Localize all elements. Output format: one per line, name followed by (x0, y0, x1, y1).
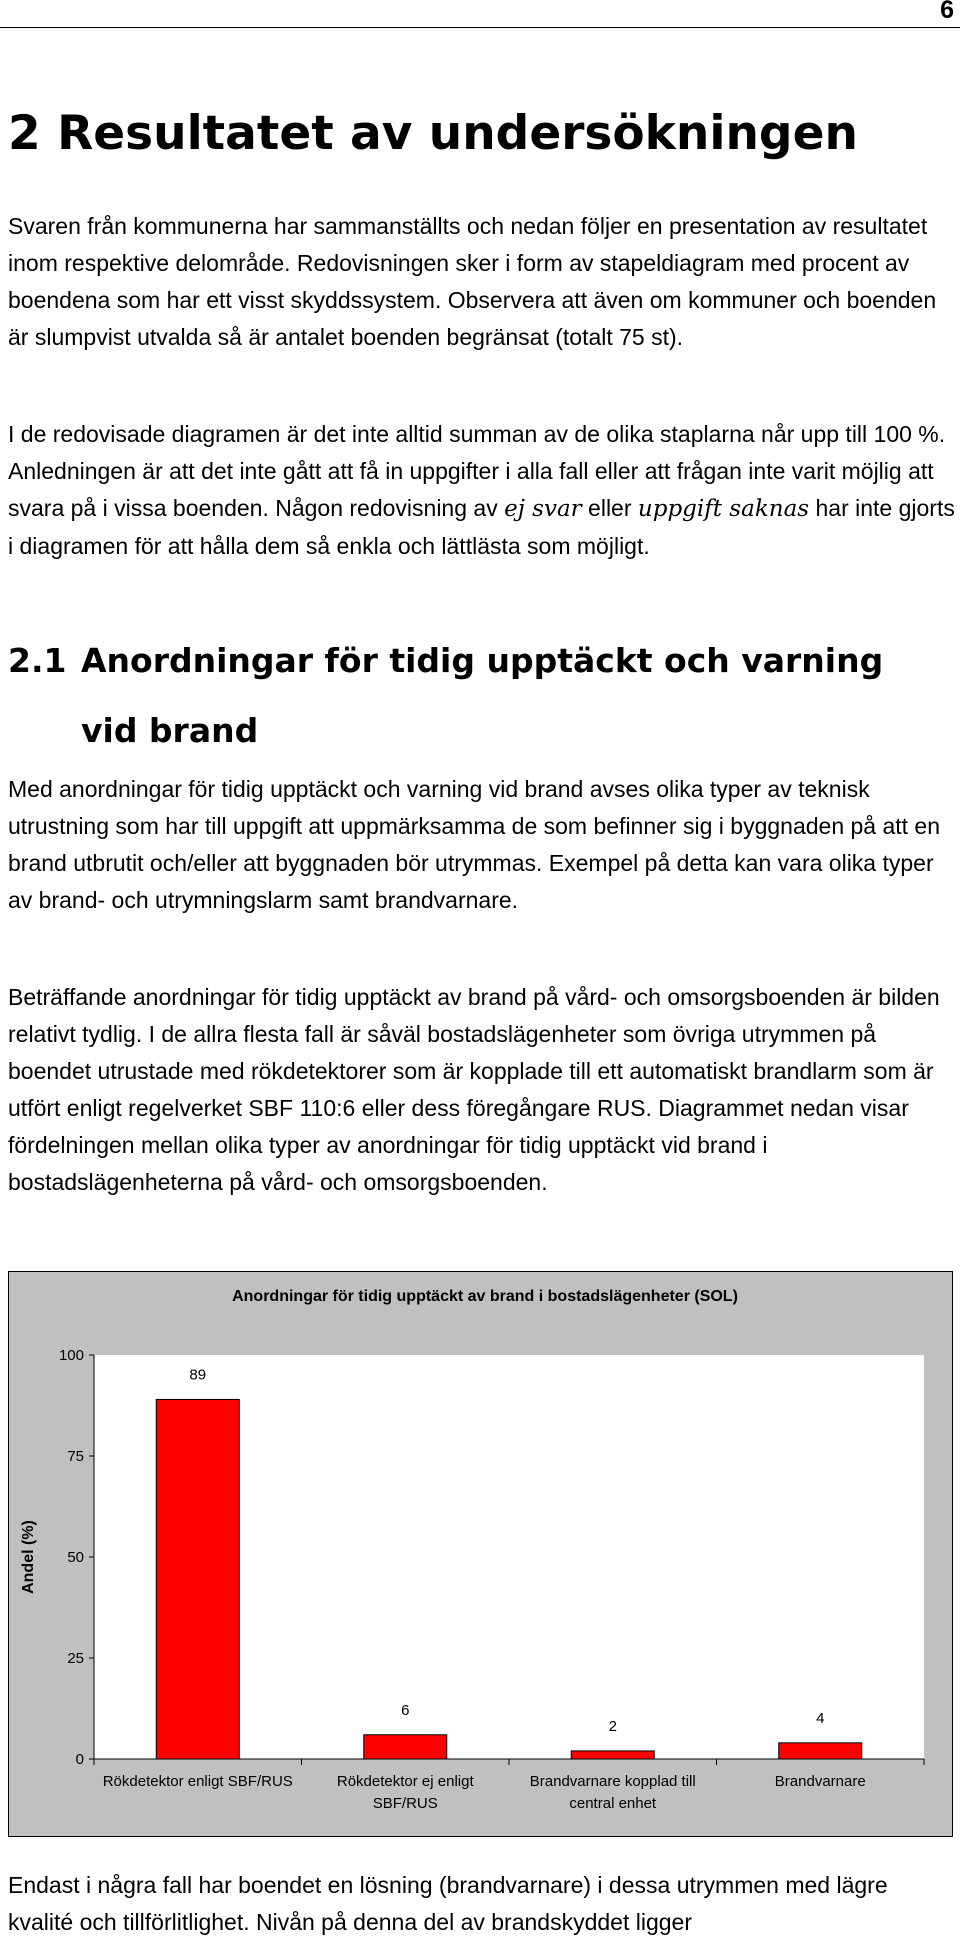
bar (571, 1751, 654, 1759)
x-tick-label: Brandvarnare kopplad till (529, 1773, 696, 1790)
section-paragraph-1: Med anordningar för tidig upptäckt och varning vid brand avses olika typer av teknisk utrustning som har till uppgift att uppmärksamma de som befinner sig i byggnaden på att en brand utbrutit och/eller att byggnaden bör utrymmas. Exempel på detta kan vara olika typer av brand- och utrymningslarm samt brandvarnare. (8, 776, 941, 913)
x-tick-label: central enhet (569, 1795, 657, 1812)
data-label: 2 (608, 1717, 617, 1735)
bar (779, 1743, 862, 1759)
chart-title: Anordningar för tidig upptäckt av brand i bostadslägenheter (SOL) (232, 1288, 738, 1305)
section-number: 2.1 (8, 641, 67, 680)
x-tick-label: Rökdetektor ej enligt (336, 1773, 474, 1790)
intro-paragraph-2 (8, 416, 956, 565)
section-paragraph-2: Beträffande anordningar för tidig upptäckt av brand på vård- och omsorgsboenden är bilden relativt tydlig. I de allra flesta fall är såväl bostadslägenheter som övriga utrymmen på boendet utrustade med rökdetektorer som är kopplade till ett automatiskt brandlarm som är utfört enligt regelverket SBF 110:6 eller dess föregångare RUS. Diagrammet nedan visar fördelningen mellan olika typer av anordningar för tidig upptäckt vid brand i bostadslägenheterna på vård- och omsorgsboenden. (8, 984, 940, 1195)
x-tick-label: SBF/RUS (372, 1795, 438, 1812)
section-heading (8, 626, 883, 766)
emphasis-uppgift-saknas: uppgift saknas (637, 496, 810, 522)
x-tick-label: Brandvarnare (774, 1773, 866, 1790)
intro-paragraph-2-text-b: eller (581, 495, 638, 521)
bar-chart-svg (9, 1272, 952, 1836)
data-label: 4 (816, 1709, 825, 1727)
closing-paragraph: Endast i några fall har boendet en lösning (brandvarnare) i dessa utrymmen med lägre kvalité och tillförlitlighet. Nivån på denna del av brandskyddet ligger (8, 1872, 888, 1935)
data-label: 89 (189, 1366, 207, 1384)
chapter-heading: 2 Resultatet av undersökningen (8, 106, 858, 161)
bar (364, 1735, 447, 1759)
intro-paragraph-1: Svaren från kommunerna har sammanställts och nedan följer en presentation av resultatet inom respektive delområde. Redovisningen sker i form av stapeldiagram med procent av boendena som har ett visst skyddssystem. Observera att även om kommuner och boenden är slumpvist utvalda så är antalet boenden begränsat (totalt 75 st). (8, 213, 937, 350)
intro-paragraph-2-text-a: I de redovisade diagramen är det inte alltid summan av de olika staplarna når upp till 100 %. Anledningen är att det inte gått att få in uppgifter i alla fall eller att frågan inte varit möjlig att svara på i vissa boenden. Någon redovisning av (8, 421, 946, 521)
y-axis-label: Andel (%) (20, 1520, 37, 1594)
header-rule (0, 27, 960, 28)
data-label: 6 (401, 1701, 410, 1719)
y-tick-label: 100 (58, 1347, 84, 1364)
x-tick-label: Rökdetektor enligt SBF/RUS (102, 1773, 293, 1790)
y-tick-label: 25 (67, 1650, 84, 1667)
intro-paragraph-2-text-c: har inte gjorts i diagramen för att hålla dem så enkla och lättlästa som möjligt. (8, 495, 955, 559)
y-tick-label: 0 (75, 1751, 84, 1768)
section-title-line-2: vid brand (81, 711, 259, 750)
page-number: 6 (940, 0, 954, 24)
bar (156, 1399, 239, 1759)
section-title-line-1: Anordningar för tidig upptäckt och varning (81, 641, 884, 680)
bar-chart (8, 1271, 953, 1837)
y-tick-label: 75 (67, 1448, 84, 1465)
emphasis-ej-svar: ej svar (504, 496, 582, 522)
y-tick-label: 50 (67, 1549, 84, 1566)
